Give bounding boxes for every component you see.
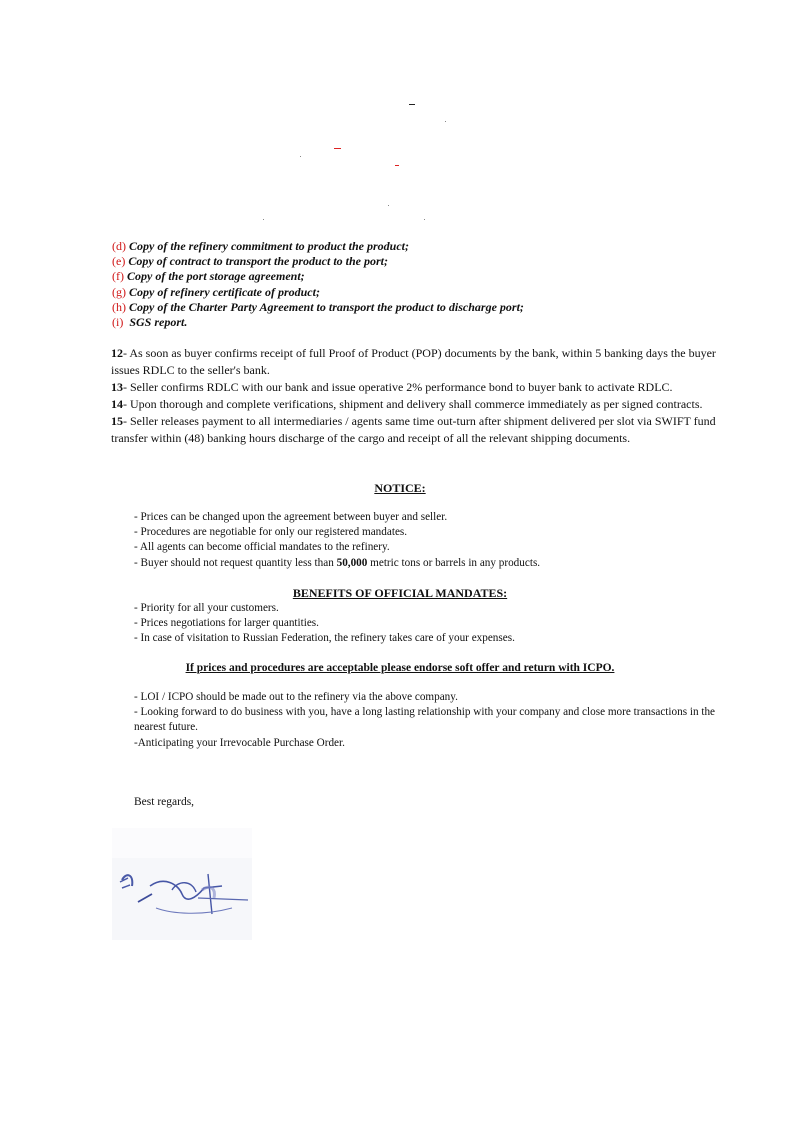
procedure-steps [111, 345, 747, 447]
closing-item: - LOI / ICPO should be made out to the refinery via the above company. [134, 691, 458, 703]
notice-heading: NOTICE: [374, 481, 426, 495]
notice-item: - All agents can become official mandates to the refinery. [134, 541, 390, 554]
header-mark [445, 121, 446, 122]
header-mark [395, 165, 399, 166]
benefit-item: - Prices negotiations for larger quantities. [134, 617, 319, 630]
header-mark [424, 219, 425, 220]
header-mark [388, 205, 389, 206]
closing-item: - Looking forward to do business with you, have a long lasting relationship with your company and close more transactions in the nearest future. [134, 706, 716, 734]
notice-item: - Procedures are negotiable for only our registered mandates. [134, 526, 408, 539]
header-mark [263, 219, 264, 220]
document-item: (f) Copy of the port storage agreement; [112, 269, 305, 284]
document-item: (g) Copy of refinery certificate of product; [112, 284, 320, 299]
procedure-step: 13- Seller confirms RDLC with our bank and issue operative 2% performance bond to buyer bank to activate RDLC. [111, 380, 673, 394]
benefit-item: - In case of visitation to Russian Federation, the refinery takes care of your expenses. [134, 632, 515, 645]
required-documents-list [112, 239, 672, 330]
procedure-step: 12- As soon as buyer confirms receipt of full Proof of Product (POP) documents by the bank, within 5 banking days the buyer issues RDLC to the seller's bank. [111, 346, 716, 377]
closing-item: -Anticipating your Irrevocable Purchase Order. [134, 736, 345, 749]
benefits-list [134, 601, 754, 647]
document-item: (d) Copy of the refinery commitment to product the product; [112, 239, 409, 253]
benefit-item: - Priority for all your customers. [134, 602, 279, 614]
signature-stamp-image [112, 828, 252, 940]
endorse-line: If prices and procedures are acceptable please endorse soft offer and return with ICPO. [185, 662, 615, 674]
notice-item: - Buyer should not request quantity less than 50,000 metric tons or barrels in any products. [134, 556, 541, 569]
document-item: (i) SGS report. [112, 315, 188, 330]
best-regards: Best regards, [134, 796, 195, 808]
document-item: (e) Copy of contract to transport the product to the port; [112, 254, 389, 269]
header-mark [300, 156, 301, 157]
header-mark [409, 104, 415, 105]
procedure-step: 15- Seller releases payment to all intermediaries / agents same time out-turn after shipment delivered per slot via SWIFT fund transfer within (48) banking hours discharge of the cargo and receipt of all the relevant shipping documents. [111, 414, 716, 445]
procedure-step: 14- Upon thorough and complete verifications, shipment and delivery shall commerce immediately as per signed contracts. [111, 397, 703, 411]
notice-item: - Prices can be changed upon the agreement between buyer and seller. [134, 511, 448, 523]
benefits-heading: BENEFITS OF OFFICIAL MANDATES: [292, 586, 508, 600]
closing-list [134, 690, 734, 751]
document-item: (h) Copy of the Charter Party Agreement to transport the product to discharge port; [112, 299, 524, 314]
notice-list [134, 510, 754, 571]
header-mark [334, 148, 341, 149]
